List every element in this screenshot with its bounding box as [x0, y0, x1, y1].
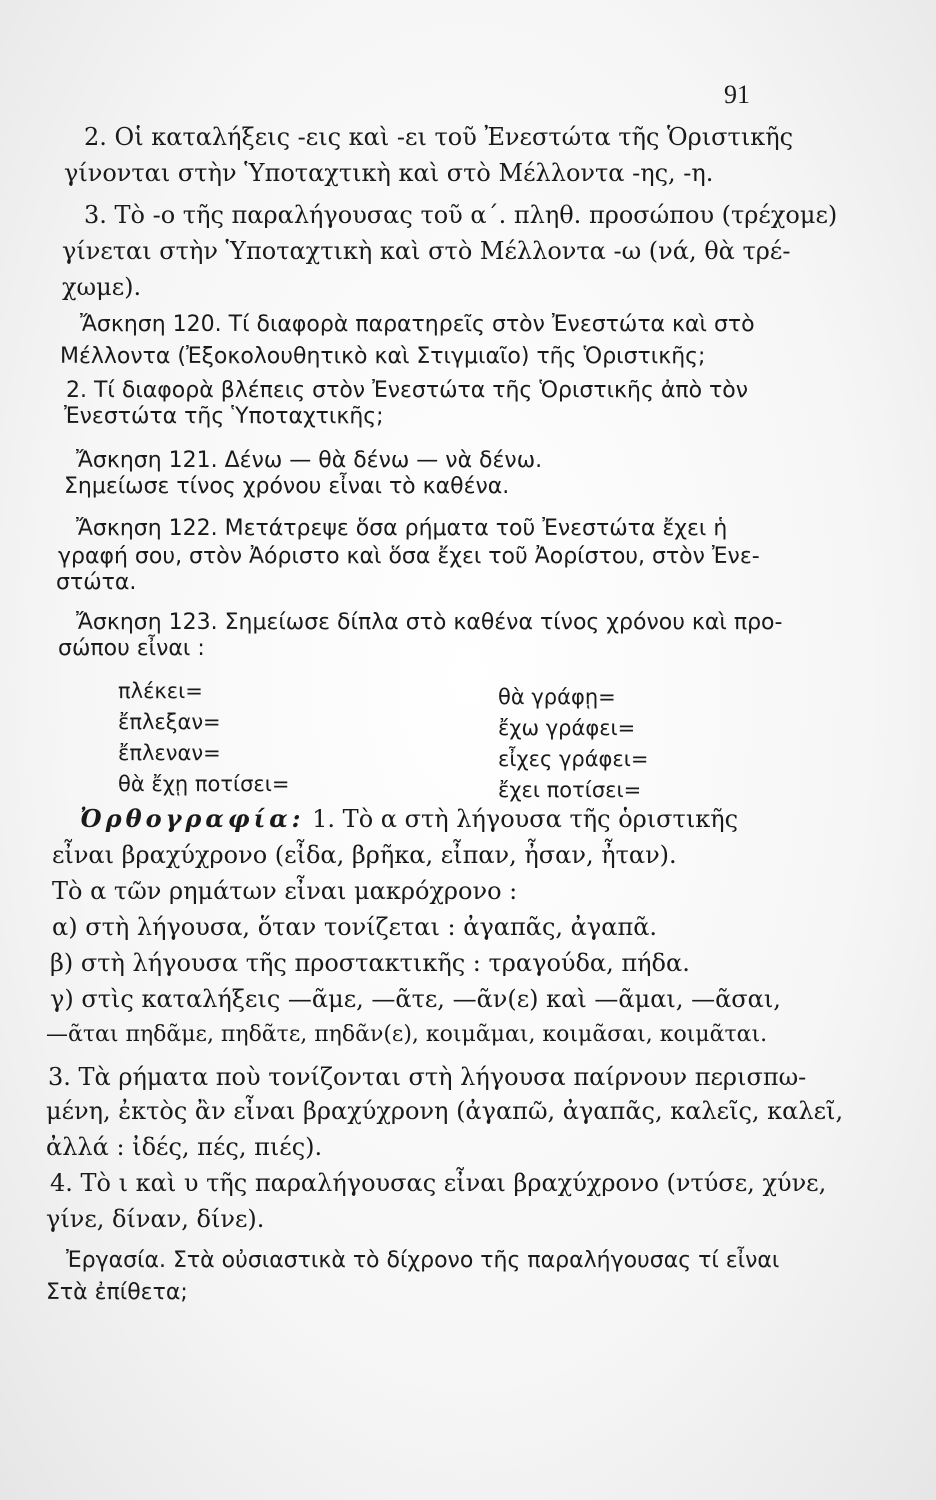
exercise-121-line: Ἄσκηση 121. Δένω — θὰ δένω — νὰ δένω. — [76, 448, 543, 473]
text-line: γίνονται στὴν Ὑποταχτικὴ καὶ στὸ Μέλλοντα -ης, -η. — [64, 159, 714, 187]
text-line: εἶναι βραχύχρονο (εἶδα, βρῆκα, εἶπαν, ἦσαν, ἦταν). — [52, 841, 677, 869]
list-item: ἔχω γράφει= — [498, 716, 636, 740]
list-item: θὰ γράφῃ= — [498, 685, 616, 709]
text-line: σώπου εἶναι : — [58, 636, 205, 661]
exercise-left-column — [118, 676, 289, 800]
text-line: α) στὴ λήγουσα, ὅταν τονίζεται : ἀγαπᾶς, ἀγαπᾶ. — [52, 913, 658, 941]
text-line: γίνε, δίναν, δίνε). — [46, 1205, 265, 1233]
orthography-first-line — [80, 804, 738, 834]
list-item: ἔπλεξαν= — [118, 710, 221, 734]
text-line: 3. Τὸ -ο τῆς παραλήγουσας τοῦ α΄. πληθ. προσώπου (τρέχομε) — [84, 201, 838, 229]
text-line: 2. Οἱ καταλήξεις -εις καὶ -ει τοῦ Ἐνεστώτα τῆς Ὁριστικῆς — [84, 123, 794, 151]
text-line: ἀλλά : ἰδές, πές, πιές). — [46, 1133, 323, 1161]
text-line: γ) στὶς καταλήξεις —ᾶμε, —ᾶτε, —ᾶν(ε) καὶ —ᾶμαι, —ᾶσαι, — [50, 985, 781, 1013]
page-number: 91 — [724, 80, 750, 109]
text-line: γίνεται στὴν Ὑποταχτικὴ καὶ στὸ Μέλλοντα -ω (νά, θὰ τρέ- — [62, 237, 791, 265]
text-line: 1. Τὸ α στὴ λήγουσα τῆς ὁριστικῆς — [312, 805, 739, 833]
list-item: ἔχει ποτίσει= — [498, 778, 642, 802]
text-line: μένη, ἐκτὸς ἂν εἶναι βραχύχρονη (ἀγαπῶ, ἀγαπᾶς, καλεῖς, καλεῖ, — [46, 1097, 844, 1125]
text-line: 4. Τὸ ι καὶ υ τῆς παραλήγουσας εἶναι βραχύχρονο (ντύσε, χύνε, — [50, 1169, 827, 1197]
text-line: γραφή σου, στὸν Ἀόριστο καὶ ὅσα ἔχει τοῦ Ἀορίστου, στὸν Ἐνε- — [58, 544, 760, 569]
list-item: εἶχες γράφει= — [498, 747, 649, 771]
list-item: πλέκει= — [118, 679, 203, 703]
ergasia-line: Ἐργασία. Στὰ οὐσιαστικὰ τὸ δίχρονο τῆς παραλήγουσας τί εἶναι — [66, 1248, 780, 1273]
exercise-120-line: Ἄσκηση 120. Τί διαφορὰ παρατηρεῖς στὸν Ἐνεστώτα καὶ στὸ — [80, 312, 755, 337]
exercise-122-line: Ἄσκηση 122. Μετάτρεψε ὅσα ρήματα τοῦ Ἐνεστώτα ἔχει ἡ — [76, 516, 728, 541]
text-line: χωμε). — [62, 273, 142, 301]
text-line: β) στὴ λήγουσα τῆς προστακτικῆς : τραγούδα, πήδα. — [50, 949, 690, 977]
text-line: 3. Τὰ ρήματα ποὺ τονίζονται στὴ λήγουσα παίρνουν περισπω- — [48, 1063, 807, 1091]
text-line: Μέλλοντα (Ἐξοκολουθητικὸ καὶ Στιγμιαῖο) τῆς Ὁριστικῆς; — [60, 344, 706, 369]
list-item: ἔπλεναν= — [118, 741, 221, 765]
exercise-right-column — [498, 682, 648, 806]
text-line: Τὸ α τῶν ρημάτων εἶναι μακρόχρονο : — [52, 877, 518, 905]
text-line: Σημείωσε τίνος χρόνου εἶναι τὸ καθένα. — [64, 474, 510, 499]
text-line: 2. Τί διαφορὰ βλέπεις στὸν Ἐνεστώτα τῆς Ὁριστικῆς ἀπὸ τὸν — [66, 378, 749, 403]
text-line: στώτα. — [56, 570, 137, 595]
text-line: —ᾶται πηδᾶμε, πηδᾶτε, πηδᾶν(ε), κοιμᾶμαι, κοιμᾶσαι, κοιμᾶται. — [46, 1022, 768, 1047]
text-line: Ἐνεστώτα τῆς Ὑποταχτικῆς; — [64, 404, 384, 429]
orthography-heading: Ὀρθογραφία: — [80, 804, 305, 833]
list-item: θὰ ἔχῃ ποτίσει= — [118, 772, 290, 796]
exercise-123-line: Ἄσκηση 123. Σημείωσε δίπλα στὸ καθένα τίνος χρόνου καὶ προ- — [76, 610, 783, 635]
text-line: Στὰ ἐπίθετα; — [46, 1280, 188, 1305]
